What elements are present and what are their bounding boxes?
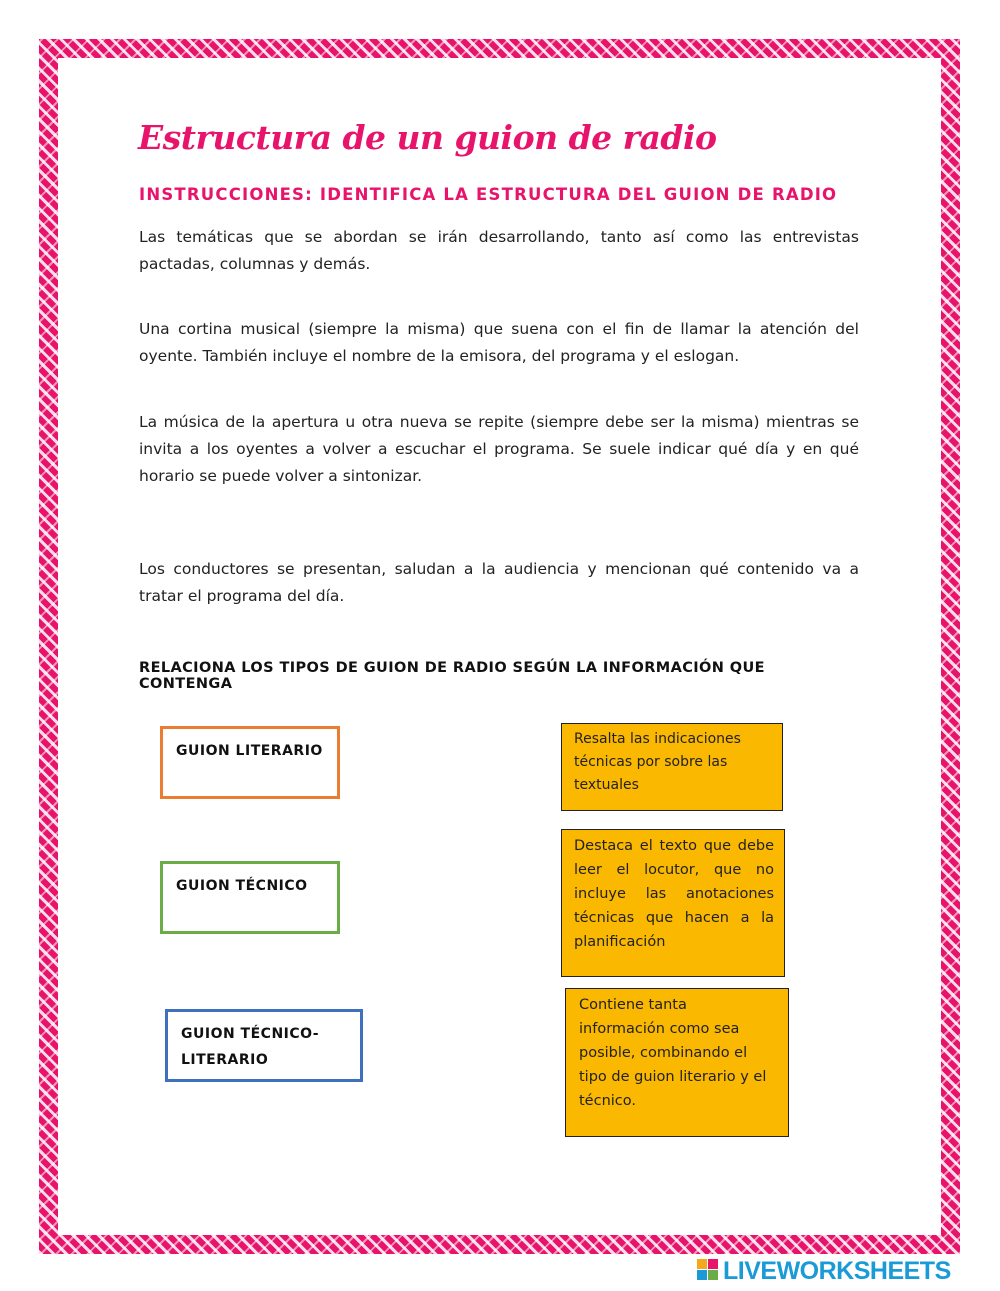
relate-heading: RELACIONA LOS TIPOS DE GUION DE RADIO SEGÚN LA INFORMACIÓN QUE CONTENGA — [139, 660, 765, 692]
paragraph-presentation: Los conductores se presentan, saludan a la audiencia y mencionan qué contenido va a tratar el programa del día. — [139, 560, 859, 605]
type-box-tecnico[interactable] — [160, 861, 340, 934]
description-box-2[interactable]: Destaca el texto que debe leer el locutor, que no incluye las anotaciones técnicas que hacen a la planificación — [561, 829, 785, 977]
liveworksheets-logo — [697, 1259, 997, 1283]
liveworksheets-mark-icon — [697, 1259, 719, 1281]
paragraph-development: Las temáticas que se abordan se irán desarrollando, tanto así como las entrevistas pactadas, columnas y demás. — [139, 228, 859, 273]
paragraph-opening: Una cortina musical (siempre la misma) que suena con el fin de llamar la atención del oyente. También incluye el nombre de la emisora, del programa y el eslogan. — [139, 320, 859, 365]
type-box-literario[interactable] — [160, 726, 340, 799]
instructions-heading: INSTRUCCIONES: IDENTIFICA LA ESTRUCTURA DEL GUION DE RADIO — [139, 185, 838, 204]
description-box-1[interactable]: Resalta las indicaciones técnicas por sobre las textuales — [561, 723, 783, 811]
type-box-tecnico-literario[interactable] — [165, 1009, 363, 1082]
type-label: GUION TÉCNICO-LITERARIO — [181, 1026, 320, 1068]
paragraph-closing: La música de la apertura u otra nueva se repite (siempre debe ser la misma) mientras se invita a los oyentes a volver a escuchar el programa. Se suele indicar qué día y en qué horario se puede volver a sintonizar. — [139, 413, 859, 485]
description-box-3[interactable]: Contiene tanta información como sea posible, combinando el tipo de guion literario y el técnico. — [565, 988, 789, 1137]
liveworksheets-wordmark: LIVEWORKSHEETS — [723, 1257, 951, 1285]
type-label: GUION TÉCNICO — [176, 878, 308, 894]
page-title: Estructura de un guion de radio — [138, 118, 717, 157]
type-label: GUION LITERARIO — [176, 743, 323, 759]
